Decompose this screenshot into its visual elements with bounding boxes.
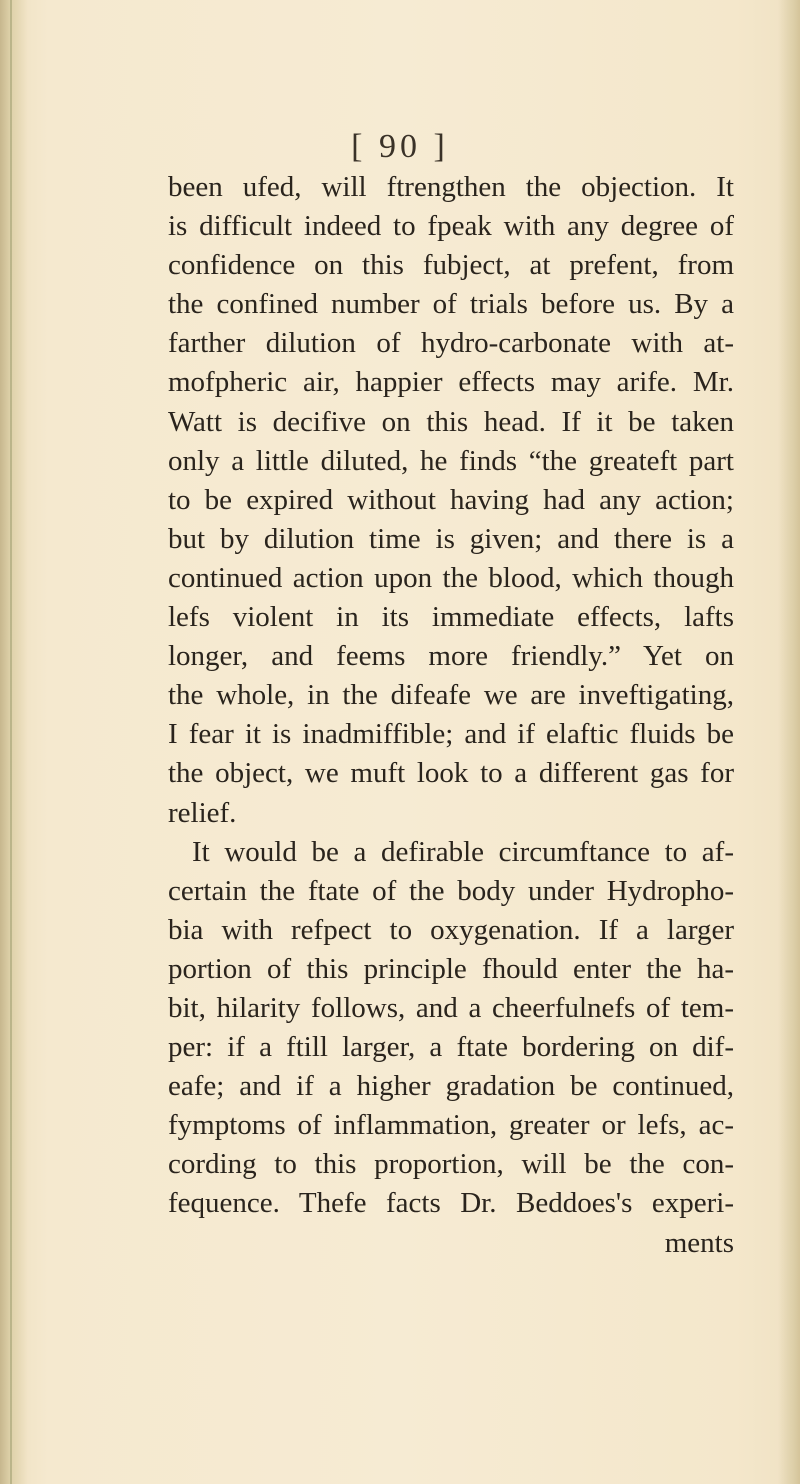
text-line-paragraph-end: relief. [168, 796, 237, 829]
text-line: the whole, in the difeafe we are inveftigating, [168, 679, 734, 712]
body-text [168, 168, 734, 1263]
text-line: been ufed, will ftrengthen the objection. It [168, 171, 734, 203]
text-line: farther dilution of hydro-carbonate with at- [168, 327, 734, 360]
text-line: eafe; and if a higher gradation be continued, [168, 1070, 734, 1103]
text-line: fequence. Thefe facts Dr. Beddoes's experi- [168, 1187, 734, 1220]
catchword: ments [664, 1226, 734, 1259]
text-line: mofpheric air, happier effects may arife. Mr. [168, 366, 734, 399]
text-line: lefs violent in its immediate effects, lafts [168, 601, 734, 634]
text-line: I fear it is inadmiffible; and if elaftic fluids be [168, 718, 734, 751]
page-binding-edge [0, 0, 28, 1484]
text-line: longer, and feems more friendly.” Yet on [168, 640, 734, 673]
text-line: portion of this principle fhould enter the ha- [168, 952, 734, 985]
text-line: but by dilution time is given; and there is a [168, 522, 734, 555]
text-line: bit, hilarity follows, and a cheerfulnefs of tem- [168, 991, 734, 1024]
text-line: to be expired without having had any action; [168, 483, 734, 516]
text-line: the object, we muft look to a different gas for [168, 757, 734, 790]
text-line: per: if a ftill larger, a ftate bordering on dif- [168, 1031, 734, 1064]
text-line: the confined number of trials before us. By a [168, 288, 734, 321]
text-line: fymptoms of inflammation, greater or lefs, ac- [168, 1109, 734, 1142]
text-line-paragraph-start: It would be a defirable circumftance to af- [192, 835, 734, 868]
text-line: only a little diluted, he finds “the greateft part [168, 444, 734, 477]
text-line: cording to this proportion, will be the con- [168, 1148, 734, 1181]
page-right-edge [778, 0, 800, 1484]
text-line: certain the ftate of the body under Hydropho- [168, 874, 734, 907]
text-line: confidence on this fubject, at prefent, from [168, 249, 734, 282]
text-line: bia with refpect to oxygenation. If a larger [168, 913, 734, 946]
page-number: [ 90 ] [351, 128, 449, 165]
text-line: Watt is decifive on this head. If it be taken [168, 405, 734, 438]
text-line: continued action upon the blood, which though [168, 561, 734, 594]
text-line: is difficult indeed to fpeak with any degree of [168, 210, 734, 243]
